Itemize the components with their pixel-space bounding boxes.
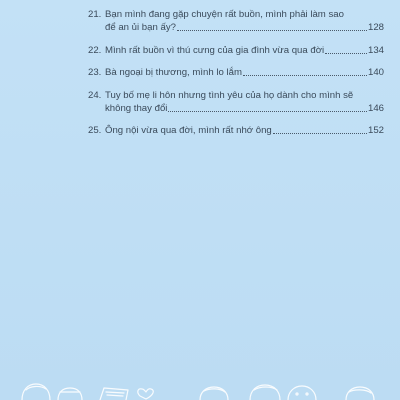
toc-page-number: 146 bbox=[367, 102, 384, 114]
dot-leader bbox=[243, 74, 367, 76]
toc-number: 25. bbox=[88, 125, 102, 136]
toc-entry-24 bbox=[88, 89, 384, 115]
heart-doodle bbox=[138, 389, 153, 399]
toc-title: Ông nội vừa qua đời, mình rất nhớ ông bbox=[105, 125, 272, 136]
child-head-doodle bbox=[288, 386, 316, 400]
dot-leader bbox=[177, 29, 367, 31]
toc-number: 21. bbox=[88, 9, 102, 20]
toc-page-number: 128 bbox=[367, 22, 384, 33]
table-of-contents bbox=[88, 8, 384, 147]
toc-page-number: 134 bbox=[367, 44, 384, 56]
toc-entry-25 bbox=[88, 124, 384, 137]
dot-leader bbox=[273, 132, 367, 134]
toc-entry-22 bbox=[88, 44, 384, 57]
decorative-doodles bbox=[0, 366, 400, 400]
toc-number: 24. bbox=[88, 89, 102, 101]
toc-entry-21 bbox=[88, 8, 384, 34]
toc-page-number: 152 bbox=[367, 125, 384, 136]
toc-title-line2: để an ủi bạn ấy? bbox=[105, 22, 176, 33]
toc-title: Bà ngoại bị thương, mình lo lắm bbox=[105, 67, 242, 78]
toc-number: 22. bbox=[88, 44, 102, 56]
child-head-doodle bbox=[346, 387, 374, 400]
toc-title-line1: Bạn mình đang gặp chuyện rất buồn, mình phải làm sao bbox=[105, 9, 344, 20]
dot-leader bbox=[168, 110, 367, 112]
book-doodle bbox=[100, 388, 128, 400]
toc-entry-23 bbox=[88, 66, 384, 79]
toc-page-number: 140 bbox=[367, 67, 384, 78]
hat-doodle bbox=[58, 388, 82, 400]
dot-leader bbox=[325, 52, 367, 54]
toc-title-line1: Tuy bố mẹ li hôn nhưng tình yêu của họ dành cho mình sẽ bbox=[105, 89, 354, 101]
toc-title: Mình rất buồn vì thú cưng của gia đình vừa qua đời bbox=[105, 44, 325, 56]
toc-title-line2: không thay đổi bbox=[105, 102, 168, 114]
toc-number: 23. bbox=[88, 67, 102, 78]
